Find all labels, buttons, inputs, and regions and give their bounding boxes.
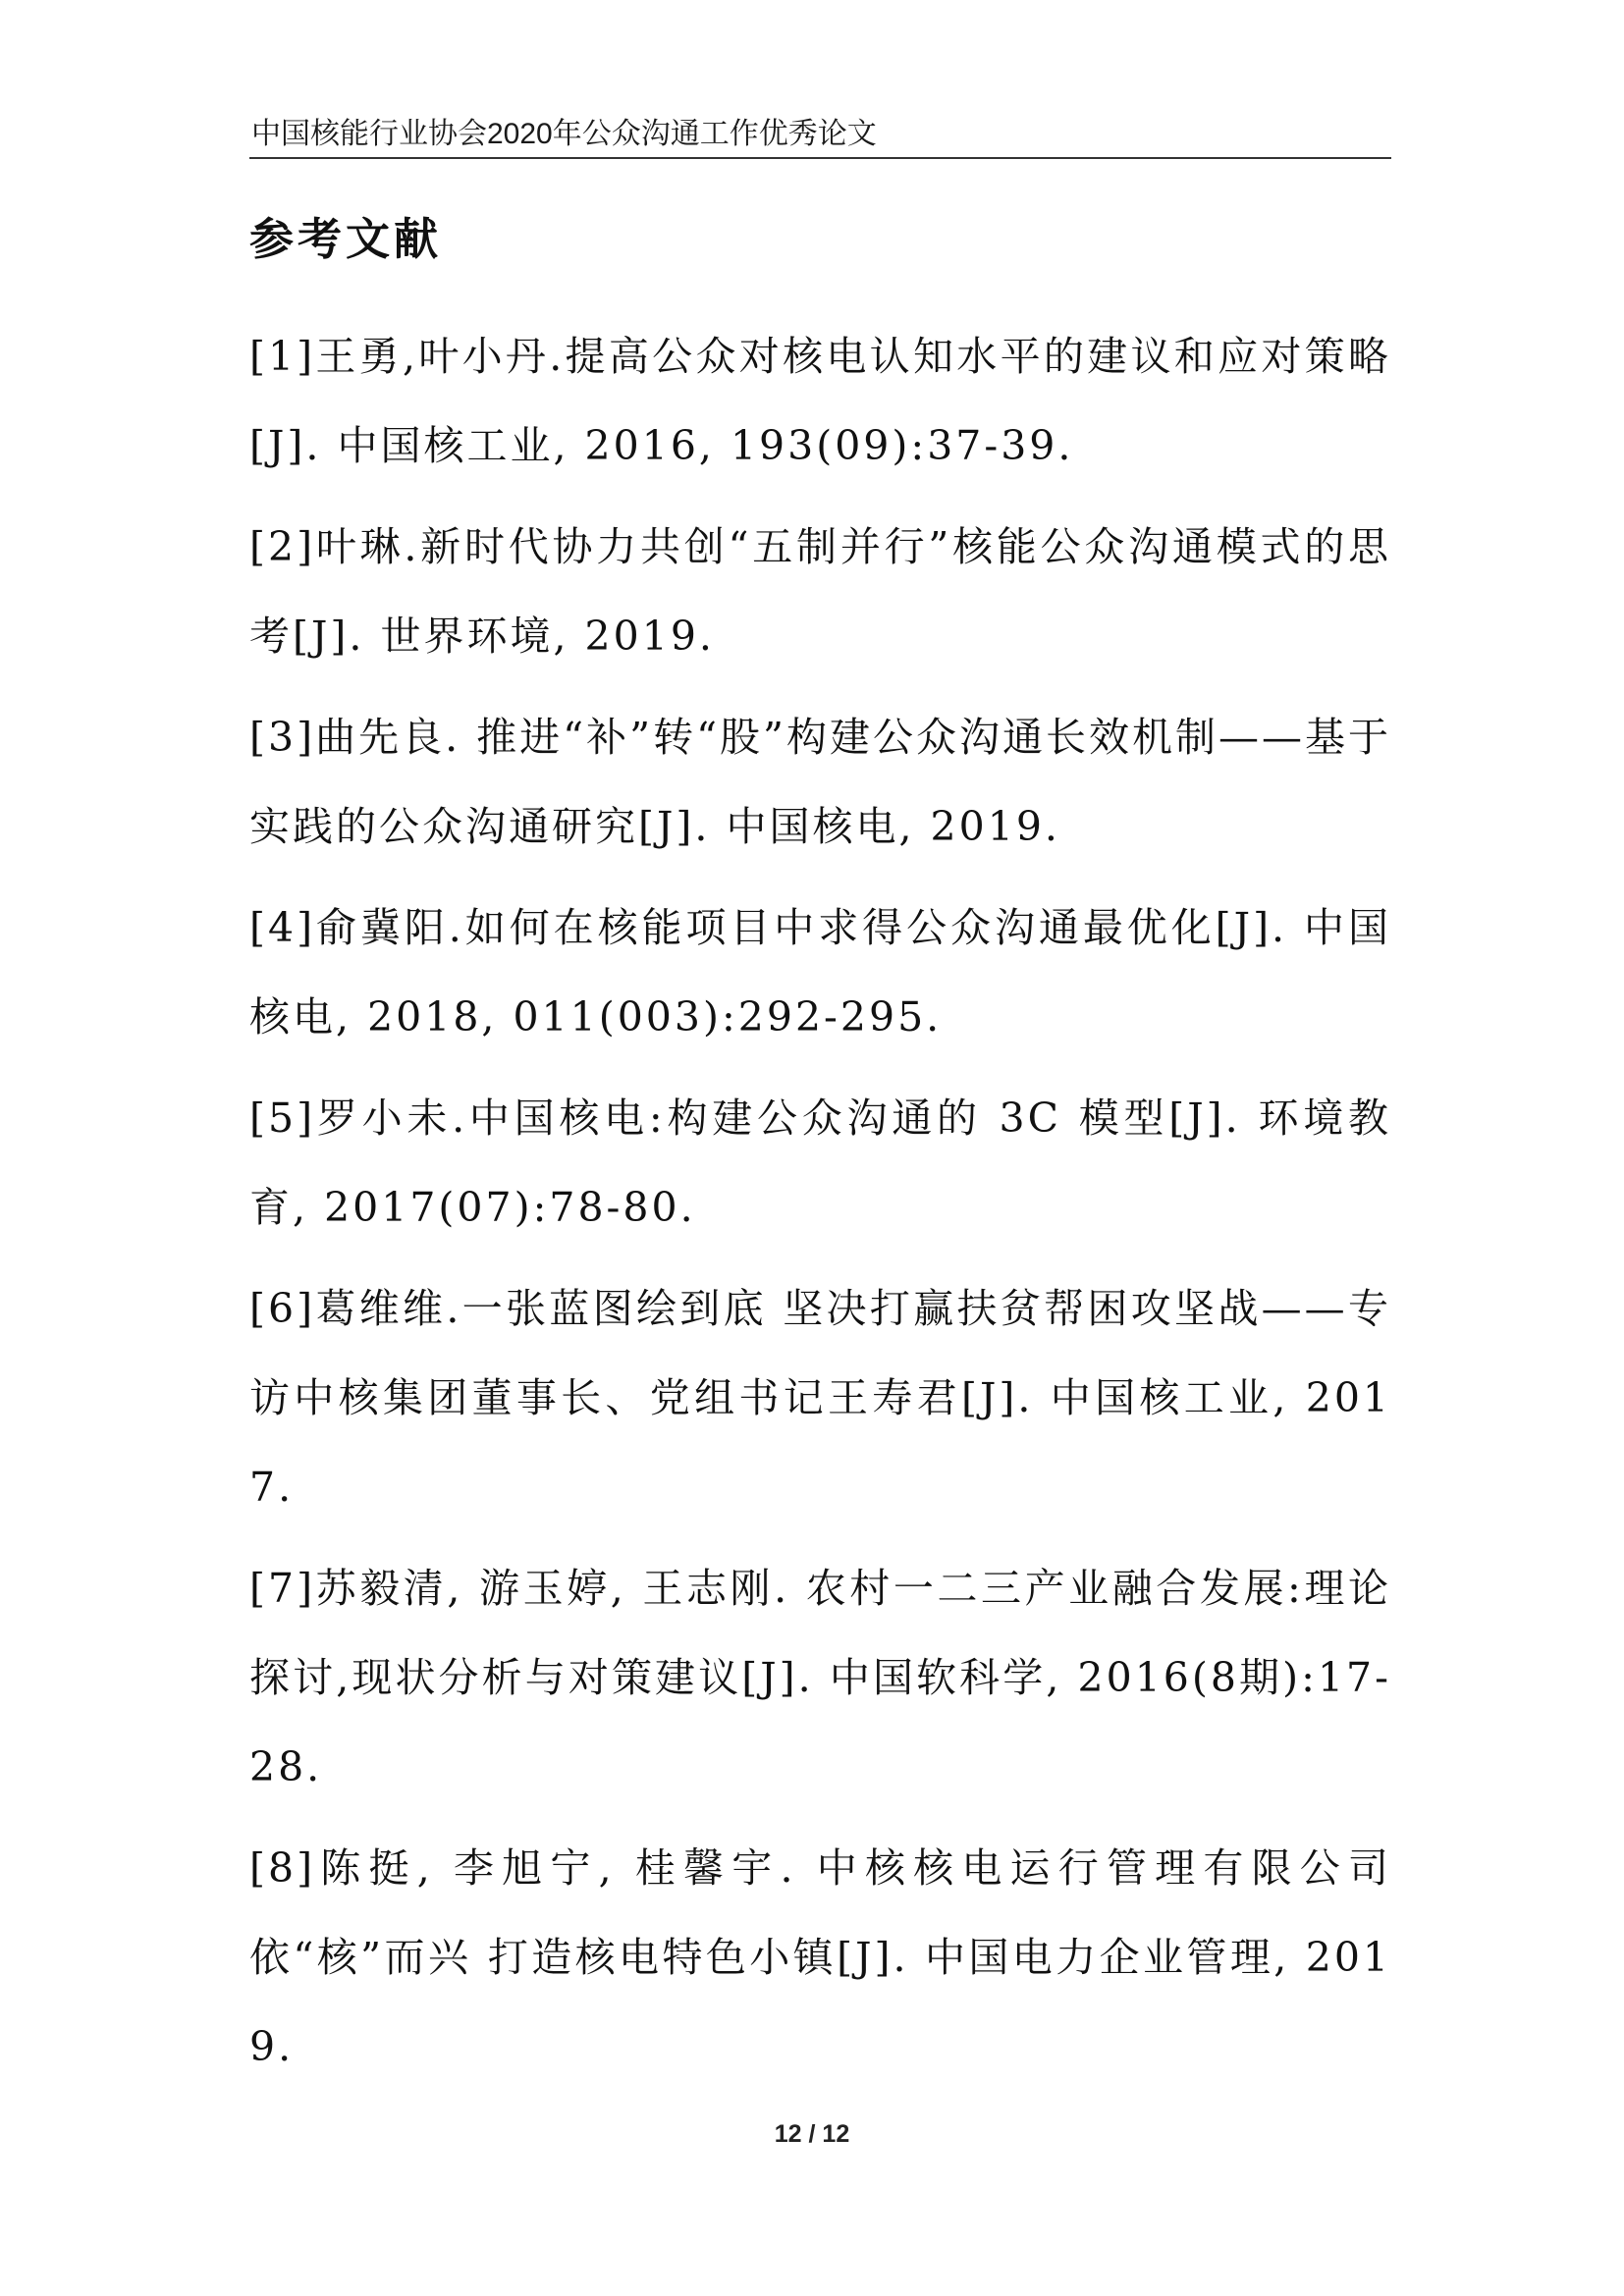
header-title: 中国核能行业协会2020年公众沟通工作优秀论文 [251,118,877,150]
reference-item: [4]俞冀阳.如何在核能项目中求得公众沟通最优化[J]. 中国核电, 2018, 011(003):292-295. [249,904,1391,1041]
reference-item: [5]罗小未.中国核电:构建公众沟通的 3C 模型[J]. 环境教育, 2017(07):78-80. [249,1095,1391,1231]
reference-item: [1]王勇,叶小丹.提高公众对核电认知水平的建议和应对策略[J]. 中国核工业, 2016, 193(09):37-39. [249,333,1391,469]
reference-item: [3]曲先良. 推进“补”转“股”构建公众沟通长效机制——基于实践的公众沟通研究[J]. 中国核电, 2019. [249,714,1391,850]
header-divider [249,157,1391,159]
reference-item: [7]苏毅清, 游玉婷, 王志刚. 农村一二三产业融合发展:理论探讨,现状分析与对策建议[J]. 中国软科学, 2016(8期):17-28. [249,1565,1391,1790]
reference-list [249,312,1391,2104]
section-title: 参考文献 [249,213,443,265]
reference-item: [6]葛维维.一张蓝图绘到底 坚决打赢扶贫帮困攻坚战——专访中核集团董事长、党组书记王寿君[J]. 中国核工业, 2017. [249,1285,1391,1511]
page-number: 12 / 12 [774,2120,850,2148]
page-header [249,112,1391,159]
reference-item: [8]陈挺, 李旭宁, 桂馨宇. 中核核电运行管理有限公司依“核”而兴 打造核电特色小镇[J]. 中国电力企业管理, 2019. [249,1844,1391,2070]
reference-item: [2]叶琳.新时代协力共创“五制并行”核能公众沟通模式的思考[J]. 世界环境, 2019. [249,523,1391,660]
